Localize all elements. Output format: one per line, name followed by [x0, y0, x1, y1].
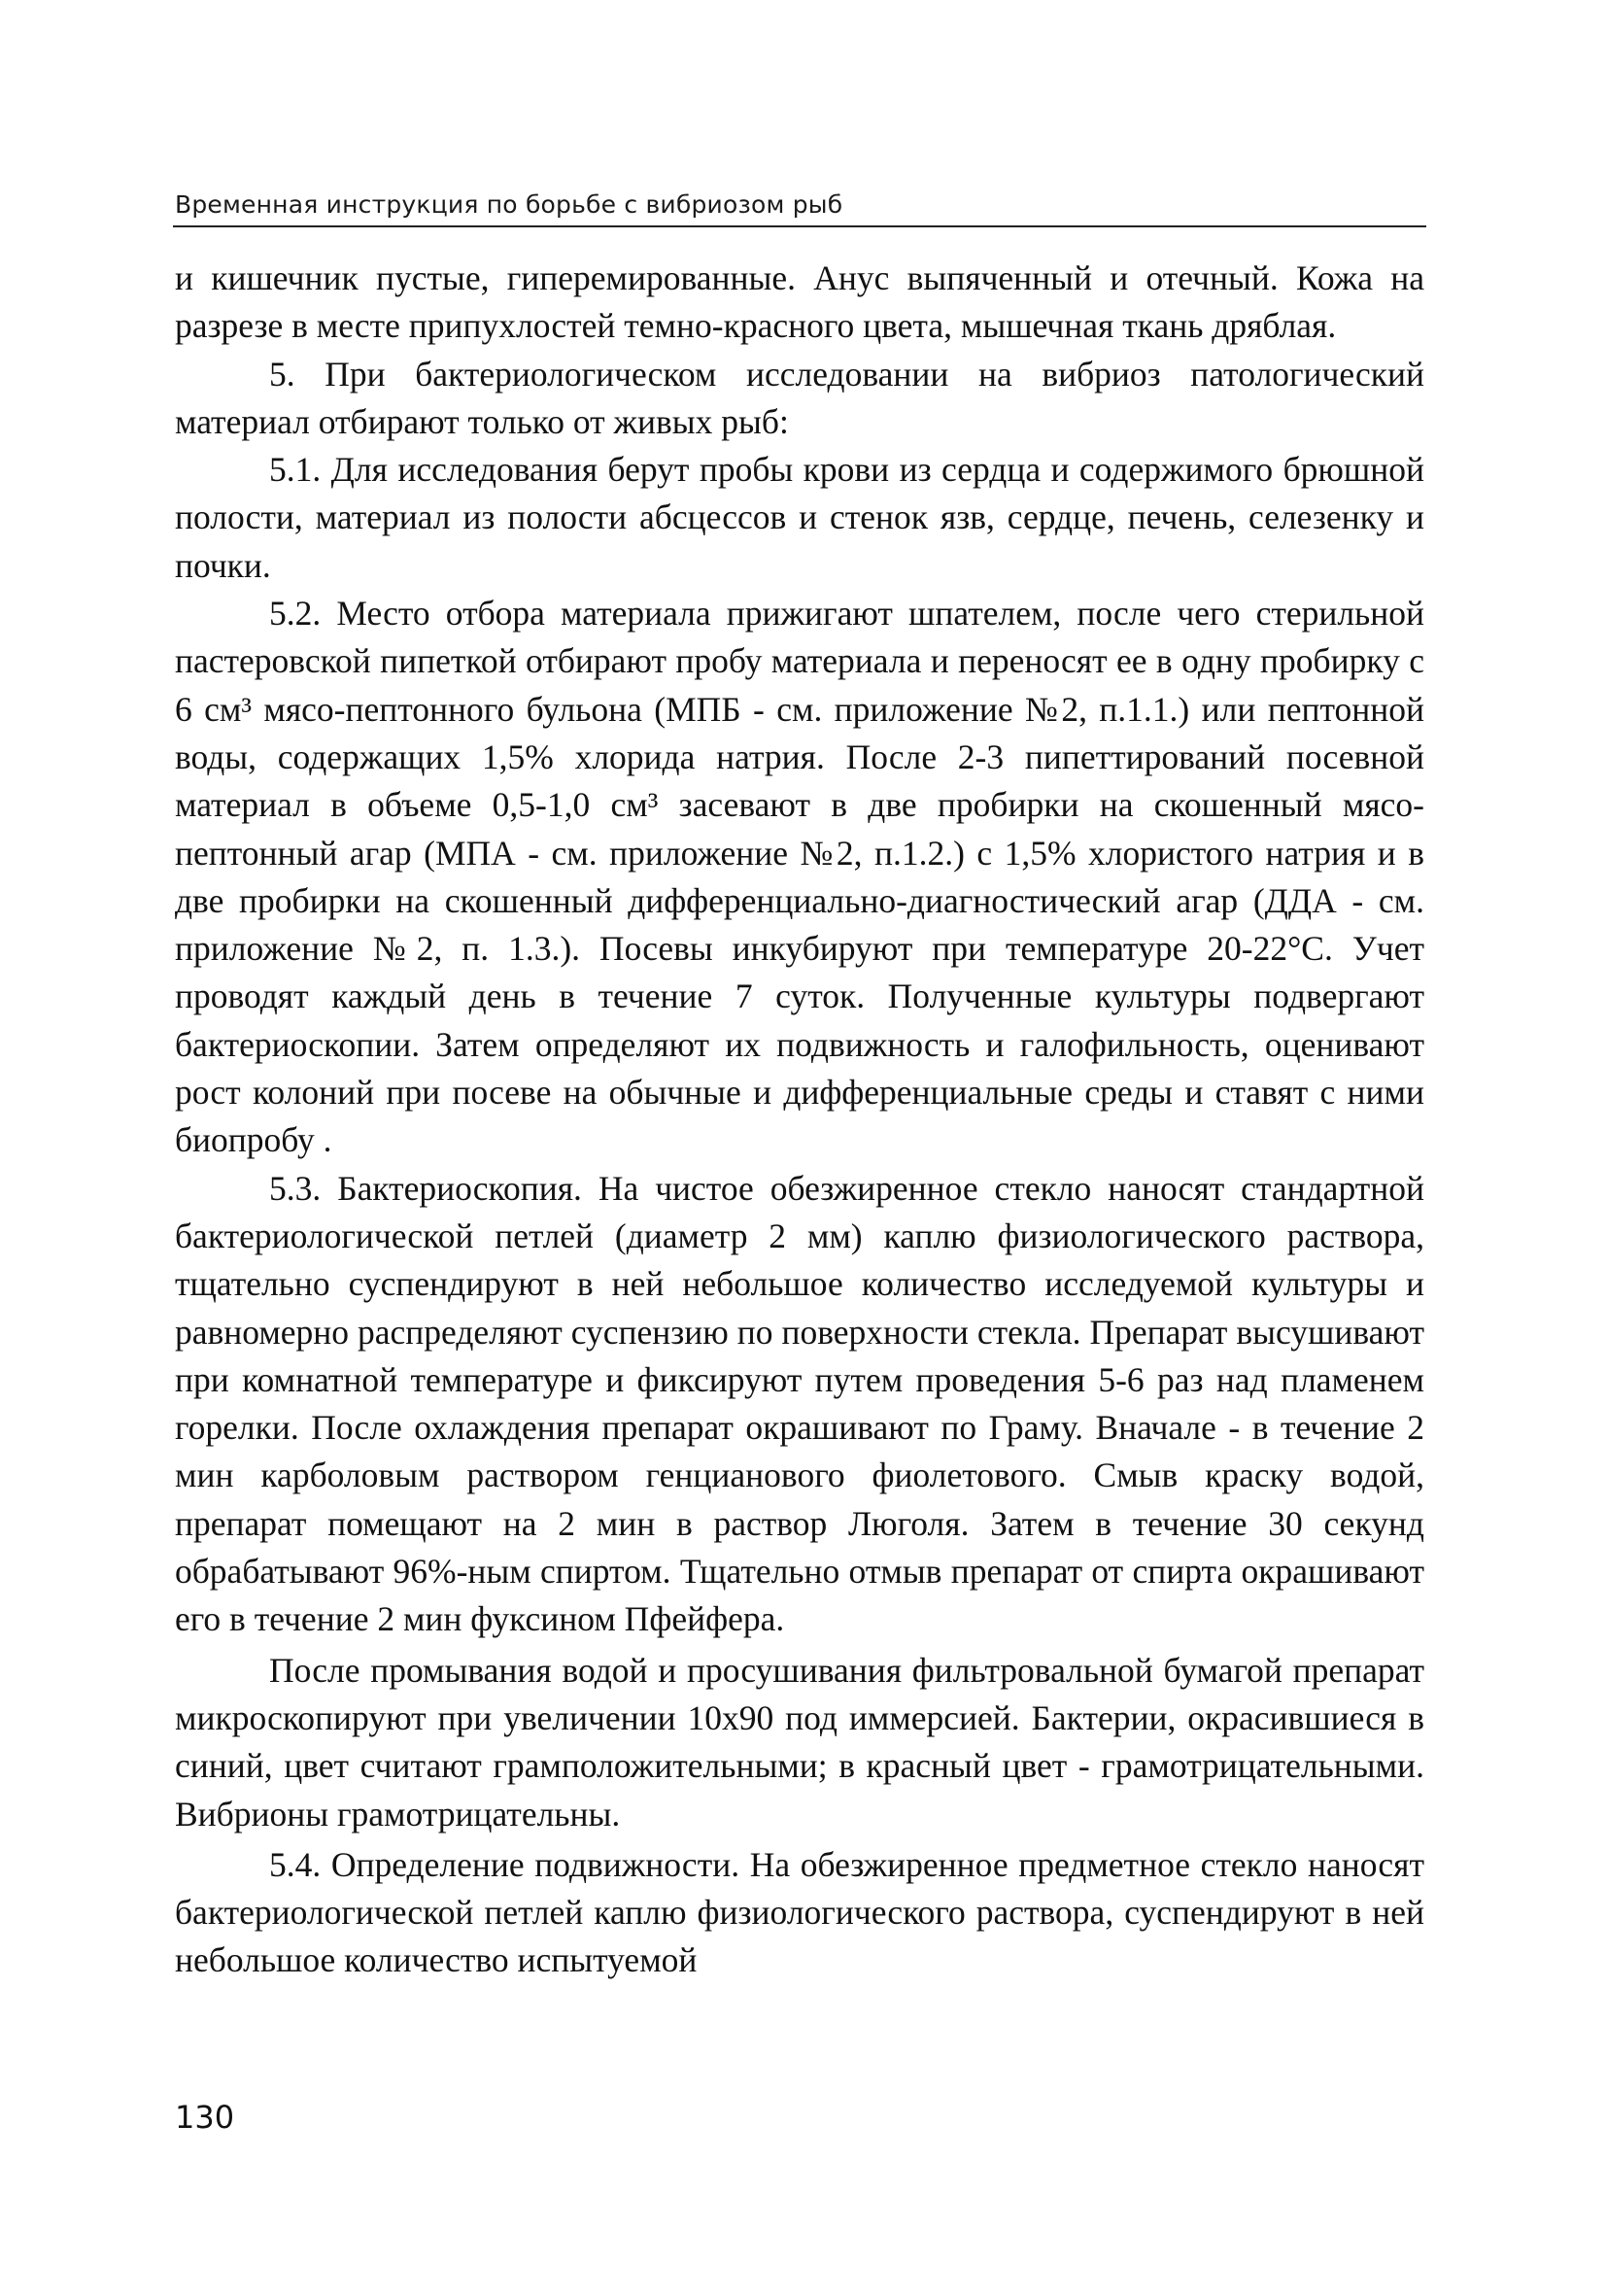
paragraph-item-5-2: 5.2. Место отбора материала прижигают шпателем, после чего стерильной пастеровской пипеткой отбирают пробу материала и переносят ее в одну пробирку с 6 см³ мясо-пептонного бульона (МПБ - см. приложение №2, п.1.1.) или пептонной воды, содержащих 1,5% хлорида натрия. После 2-3 пипеттирований посевной материал в объеме 0,5-1,0 см³ засевают в две пробирки на скошенный мясо-пептонный агар (МПА - см. приложение №2, п.1.2.) с 1,5% хлористого натрия и в две пробирки на скошенный дифференциально-диагностический агар (ДДА - см. приложение №2, п. 1.3.). Посевы инкубируют при температуре 20-22°С. Учет проводят каждый день в течение 7 суток. Полученные культуры подвергают бактериоскопии. Затем определяют их подвижность и галофильность, оценивают рост колоний при посеве на обычные и дифференциальные среды и ставят с ними биопробу . — [175, 594, 1424, 1160]
paragraph-item-5-4: 5.4. Определение подвижности. На обезжиренное предметное стекло наносят бактериологической петлей каплю физиологического раствора, суспендируют в ней небольшое количество испытуемой — [175, 1844, 1424, 1980]
paragraph-item-5-3: 5.3. Бактериоскопия. На чистое обезжиренное стекло наносят стандартной бактериологической петлей (диаметр 2 мм) каплю физиологического раствора, тщательно суспендируют в ней небольшое количество исследуемой культуры и равномерно распределяют суспензию по поверхности стекла. Препарат высушивают при комнатной температуре и фиксируют путем проведения 5-6 раз над пламенем горелки. После охлаждения препарат окрашивают по Граму. Вначале - в течение 2 мин карболовым раствором генцианового фиолетового. Смыв краску водой, препарат помещают на 2 мин в раствор Люголя. Затем в течение 30 секунд обрабатывают 96%-ным спиртом. Тщательно отмыв препарат от спирта окрашивают его в течение 2 мин фуксином Пфейфера. — [175, 1168, 1424, 1639]
running-header-title: Временная инструкция по борьбе с вибриозом рыб — [175, 190, 843, 219]
paragraph-item-5: 5. При бактериологическом исследовании на вибриоз патологический материал отбирают только от живых рыб: — [175, 354, 1424, 441]
paragraph-item-5-1: 5.1. Для исследования берут пробы крови из сердца и содержимого брюшной полости, материал из полости абсцессов и стенок язв, сердце, печень, селезенку и почки. — [175, 450, 1424, 585]
page-number: 130 — [175, 2099, 235, 2136]
page-body — [175, 255, 1424, 1985]
paragraph-gram-result: После промывания водой и просушивания фильтровальной бумагой препарат микроскопируют при увеличении 10х90 под иммерсией. Бактерии, окрасившиеся в синий, цвет считают грамположительными; в красный цвет - грамотрицательными. Вибрионы грамотрицательны. — [175, 1650, 1424, 1833]
paragraph-continuation: и кишечник пустые, гиперемированные. Анус выпяченный и отечный. Кожа на разрезе в месте припухлостей темно-красного цвета, мышечная ткань дряблая. — [175, 258, 1424, 346]
header-rule — [173, 225, 1426, 227]
